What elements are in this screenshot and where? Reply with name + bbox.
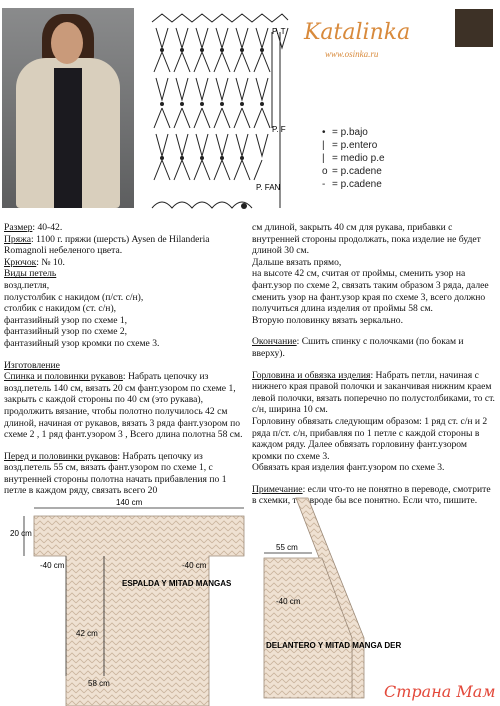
stitch-item: столбик с накидом (ст. с/н),: [4, 303, 117, 315]
right-para-3: на высоте 42 см, считая от проймы, сменить узор на фант.узор по схеме 2, связать таким образом 3 ряда, далее сменить узор на фант.узор края по схеме 3, всего должно получиться длина изделия от проймы 58 см.: [252, 268, 489, 315]
stitch-item: фантазийный узор кромки по схеме 3.: [4, 337, 160, 349]
brand-url: www.osinka.ru: [325, 49, 379, 59]
legend-item: [322, 153, 385, 164]
legend-item: [322, 166, 382, 177]
legend-text: = p.entero: [332, 140, 378, 151]
size-value: : 40-42.: [32, 222, 63, 233]
note-title: Примечание: [252, 483, 303, 495]
neck-text: : Набрать петли, начиная с нижнего края правой полочки и заканчивая нижним краем левой полочки, вязать поперечно по полустолбиками, то ст. с/н, ширина 10 см.: [252, 369, 495, 416]
back-sleeve-left-label: -40 cm: [40, 561, 65, 570]
legend-symbol: o: [322, 166, 328, 177]
watermark: Страна Мам: [384, 682, 496, 701]
legend-item: [322, 127, 368, 138]
legend-item: [322, 179, 382, 190]
right-para-1: см длиной, закрыть 40 см для рукава, прибавки с внутренней стороны продолжать, пока изделие не будет длиной 30 см.: [252, 222, 481, 257]
hook-value: : № 10.: [36, 256, 65, 268]
right-column: [252, 222, 496, 507]
legend-symbol: |: [322, 140, 325, 151]
chart-label-fan: P. FAN: [256, 183, 281, 192]
neck-text-2: Горловину обвязать следующим образом: 1 ряд ст. с/н и 2 ряда п/ст. с/н, прибавляя по 1 петле с каждой стороны в каждом ряду. Далее обвязать горловину фант.узором кромки по схеме 3.: [252, 415, 488, 462]
legend-symbol: |: [322, 153, 325, 164]
note-text: : если что-то не понятно в переводе, смотрите в схемки, там вроде бы все понятно. Если что, пишите.: [252, 483, 491, 507]
stitch-item: полустолбик с накидом (п/ст. с/н),: [4, 291, 144, 303]
black-dress: [54, 68, 82, 208]
stitches-title: Виды петель: [4, 268, 57, 280]
chart-label-f: P. F: [272, 125, 286, 134]
stitch-item: фантазийный узор по схеме 2,: [4, 326, 128, 338]
back-sleeve-right-label: -40 cm: [182, 561, 207, 570]
legend-text: = p.bajo: [332, 127, 368, 138]
front-schematic: [262, 498, 402, 698]
stitch-item: возд.петля,: [4, 279, 50, 291]
yarn-label: Пряжа: [4, 233, 32, 245]
legend-text: = medio p.e: [332, 153, 385, 164]
front-text: : Набрать цепочку из возд.петель 55 см, вязать фант.узором по схеме 1, с внутренней стороны полотна начать прибавления по 1 петле в каждом ряду, связать всего 20: [4, 450, 227, 497]
front-title: Перед и половинки рукавов: [4, 450, 118, 462]
back-width-label: 140 cm: [116, 498, 143, 507]
yarn-value: : 1100 г. пряжи (шерсть) Aysen de Hilanderia Romagnoli небеленого цвета.: [4, 233, 210, 257]
back-text: : Набрать цепочку из возд.петель 140 см, вязать 20 см фант.узором по схеме 1, закрыть с каждой стороны по 40 см (это рукава), продолжить вязание, чтобы полотно получилось 42 см длиной, начиная от рукавов, вязать 3 ряда фант.узором по схеме 2 , 1 ряд фант.узором 3 , Всего длина полотна 58 см.: [4, 371, 243, 441]
model-photo: [2, 8, 134, 208]
legend-text: = p.cadene: [332, 179, 382, 190]
front-title-label: DELANTERO Y MITAD MANGA DER: [266, 641, 402, 650]
legend-symbol: •: [322, 127, 326, 138]
finish-title: Окончание: [252, 336, 297, 348]
legend-symbol: -: [322, 179, 326, 190]
back-top-label: 20 cm: [10, 529, 32, 538]
stitch-item: фантазийный узор по схеме 1,: [4, 314, 128, 326]
left-column: [4, 222, 250, 497]
right-para-2: Дальше вязать прямо,: [252, 256, 342, 268]
neck-text-3: Обвязать края изделия фант.узором по схеме 3.: [252, 462, 445, 474]
making-title: Изготовление: [4, 359, 60, 371]
brand-name: Katalinka: [304, 20, 411, 45]
front-width-label: 55 cm: [276, 543, 298, 552]
back-schematic: [4, 496, 254, 706]
size-label: Размер: [4, 222, 33, 233]
back-title: Спинка и половинки рукавов: [4, 371, 123, 383]
hook-label: Крючок: [4, 256, 37, 268]
right-para-4: Вторую половинку вязать зеркально.: [252, 314, 403, 326]
cat-logo: [455, 9, 493, 47]
back-bottom-label: 58 cm: [88, 679, 110, 688]
back-height-label: 42 cm: [76, 629, 98, 638]
legend-item: [322, 140, 377, 151]
crochet-chart: [148, 8, 298, 218]
finish-text: : Сшить спинку с полочками (по бокам и вверху).: [252, 336, 464, 359]
legend-text: = p.cadene: [332, 166, 382, 177]
front-sleeve-label: -40 cm: [276, 597, 301, 606]
chart-label-t: P. T: [272, 27, 286, 36]
neck-title: Горловина и обвязка изделия: [252, 369, 371, 381]
back-title-label: ESPALDA Y MITAD MANGAS: [122, 579, 232, 588]
face: [51, 22, 83, 64]
